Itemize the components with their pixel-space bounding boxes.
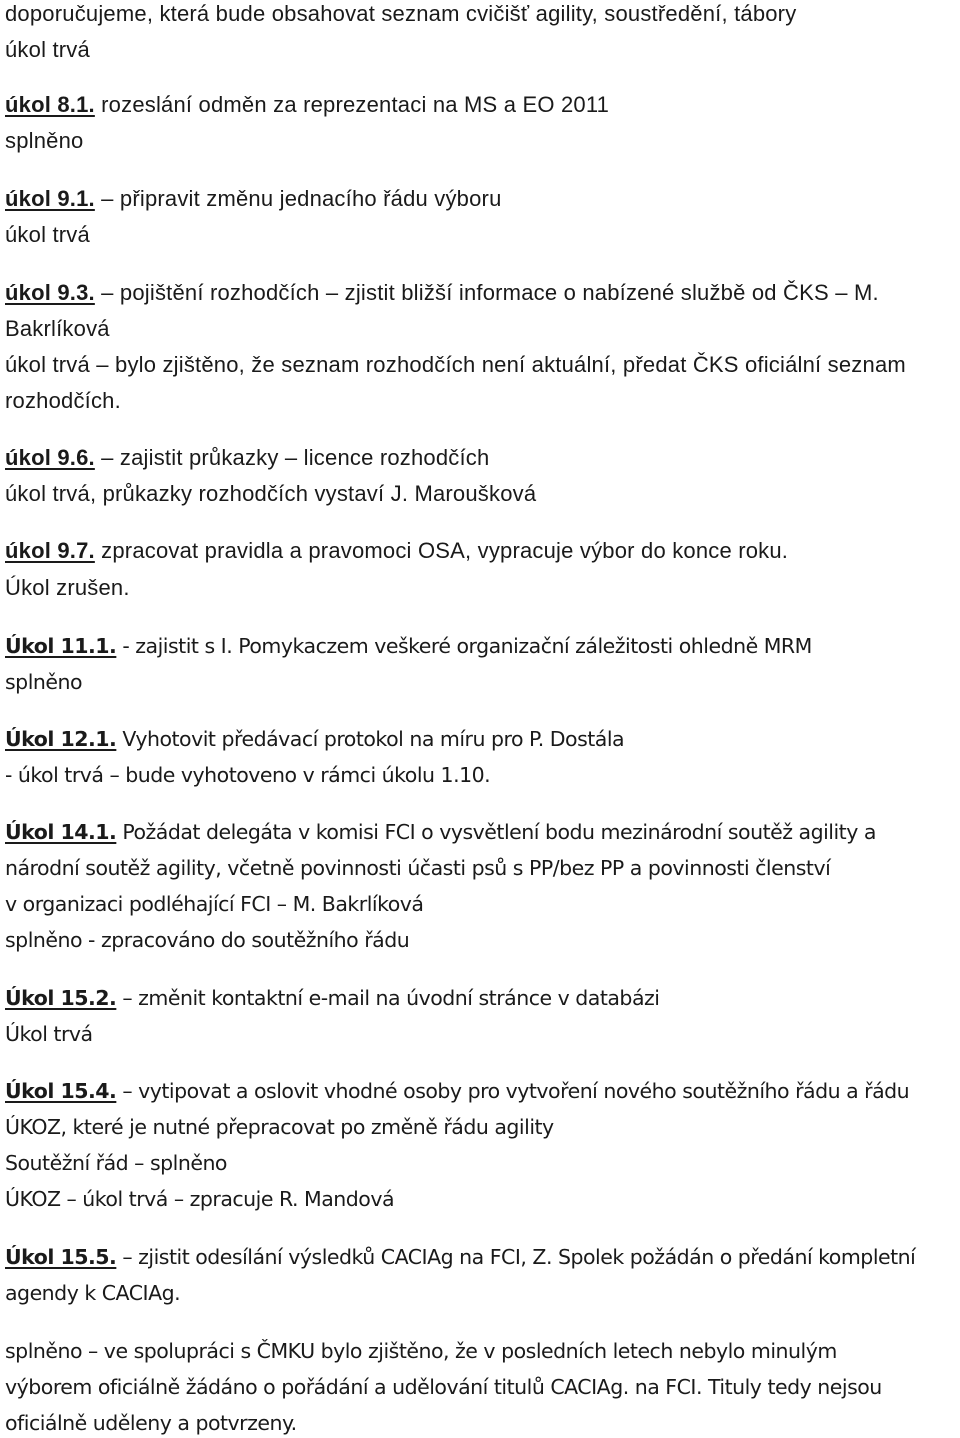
task-id: úkol 8.1.	[5, 92, 95, 117]
text-line: ÚKOZ, které je nutné přepracovat po změně řádu agility	[5, 1115, 554, 1139]
task-id: Úkol 12.1.	[5, 727, 117, 751]
text-line: v organizaci podléhající FCI – M. Bakrlíková	[5, 892, 424, 916]
task-id: úkol 9.6.	[5, 445, 95, 470]
task-line: Úkol 15.4. – vytipovat a oslovit vhodné osoby pro vytvoření nového soutěžního řádu a řádu	[5, 1079, 910, 1103]
status-line: splněno	[5, 128, 84, 153]
task-line: Úkol 12.1. Vyhotovit předávací protokol na míru pro P. Dostála	[5, 727, 625, 751]
text-line: oficiálně uděleny a potvrzeny.	[5, 1411, 297, 1435]
task-line: Úkol 14.1. Požádat delegáta v komisi FCI o vysvětlení bodu mezinárodní soutěž agility a	[5, 820, 876, 844]
status-line: ÚKOZ – úkol trvá – zpracuje R. Mandová	[5, 1187, 395, 1211]
status-line: úkol trvá	[5, 37, 90, 62]
text-line: agendy k CACIAg.	[5, 1281, 181, 1305]
task-id: Úkol 15.5.	[5, 1245, 117, 1269]
status-line: Úkol trvá	[5, 1022, 93, 1046]
task-id: úkol 9.3.	[5, 280, 95, 305]
task-line: úkol 8.1. rozeslání odměn za reprezentaci na MS a EO 2011	[5, 92, 610, 117]
text-line: rozhodčích.	[5, 388, 121, 413]
task-line: úkol 9.6. – zajistit průkazky – licence rozhodčích	[5, 445, 490, 470]
task-line: Úkol 15.2. – změnit kontaktní e-mail na úvodní stránce v databázi	[5, 986, 660, 1010]
status-line: splněno	[5, 670, 83, 694]
task-line: úkol 9.1. – připravit změnu jednacího řádu výboru	[5, 186, 502, 211]
status-line: úkol trvá – bylo zjištěno, že seznam rozhodčích není aktuální, předat ČKS oficiální seznam	[5, 352, 906, 377]
text-line: národní soutěž agility, včetně povinnosti účasti psů s PP/bez PP a povinnosti členství	[5, 856, 831, 880]
status-line: Soutěžní řád – splněno	[5, 1151, 227, 1175]
task-line: Úkol 15.5. – zjistit odesílání výsledků CACIAg na FCI, Z. Spolek požádán o předání kompletní	[5, 1245, 916, 1269]
task-line: úkol 9.3. – pojištění rozhodčích – zjistit bližší informace o nabízené službě od ČKS – M.	[5, 280, 879, 305]
status-line: splněno – ve spolupráci s ČMKU bylo zjištěno, že v posledních letech nebylo minulým	[5, 1339, 837, 1363]
text-line: výborem oficiálně žádáno o pořádání a udělování titulů CACIAg. na FCI. Tituly tedy nejsou	[5, 1375, 882, 1399]
task-line: Úkol 11.1. - zajistit s I. Pomykaczem veškeré organizační záležitosti ohledně MRM	[5, 634, 812, 658]
status-line: splněno - zpracováno do soutěžního řádu	[5, 928, 410, 952]
task-id: Úkol 15.4.	[5, 1079, 117, 1103]
task-id: úkol 9.7.	[5, 538, 95, 563]
status-line: Úkol zrušen.	[5, 575, 130, 600]
status-line: - úkol trvá – bude vyhotoveno v rámci úkolu 1.10.	[5, 763, 491, 787]
text-line: doporučujeme, která bude obsahovat seznam cvičišť agility, soustředění, tábory	[5, 1, 797, 26]
task-line: úkol 9.7. zpracovat pravidla a pravomoci OSA, vypracuje výbor do konce roku.	[5, 538, 789, 563]
task-id: Úkol 15.2.	[5, 986, 117, 1010]
status-line: úkol trvá, průkazky rozhodčích vystaví J. Maroušková	[5, 481, 537, 506]
text-line: Bakrlíková	[5, 316, 110, 341]
status-line: úkol trvá	[5, 222, 90, 247]
task-id: Úkol 11.1.	[5, 634, 117, 658]
task-id: úkol 9.1.	[5, 186, 95, 211]
task-id: Úkol 14.1.	[5, 820, 117, 844]
